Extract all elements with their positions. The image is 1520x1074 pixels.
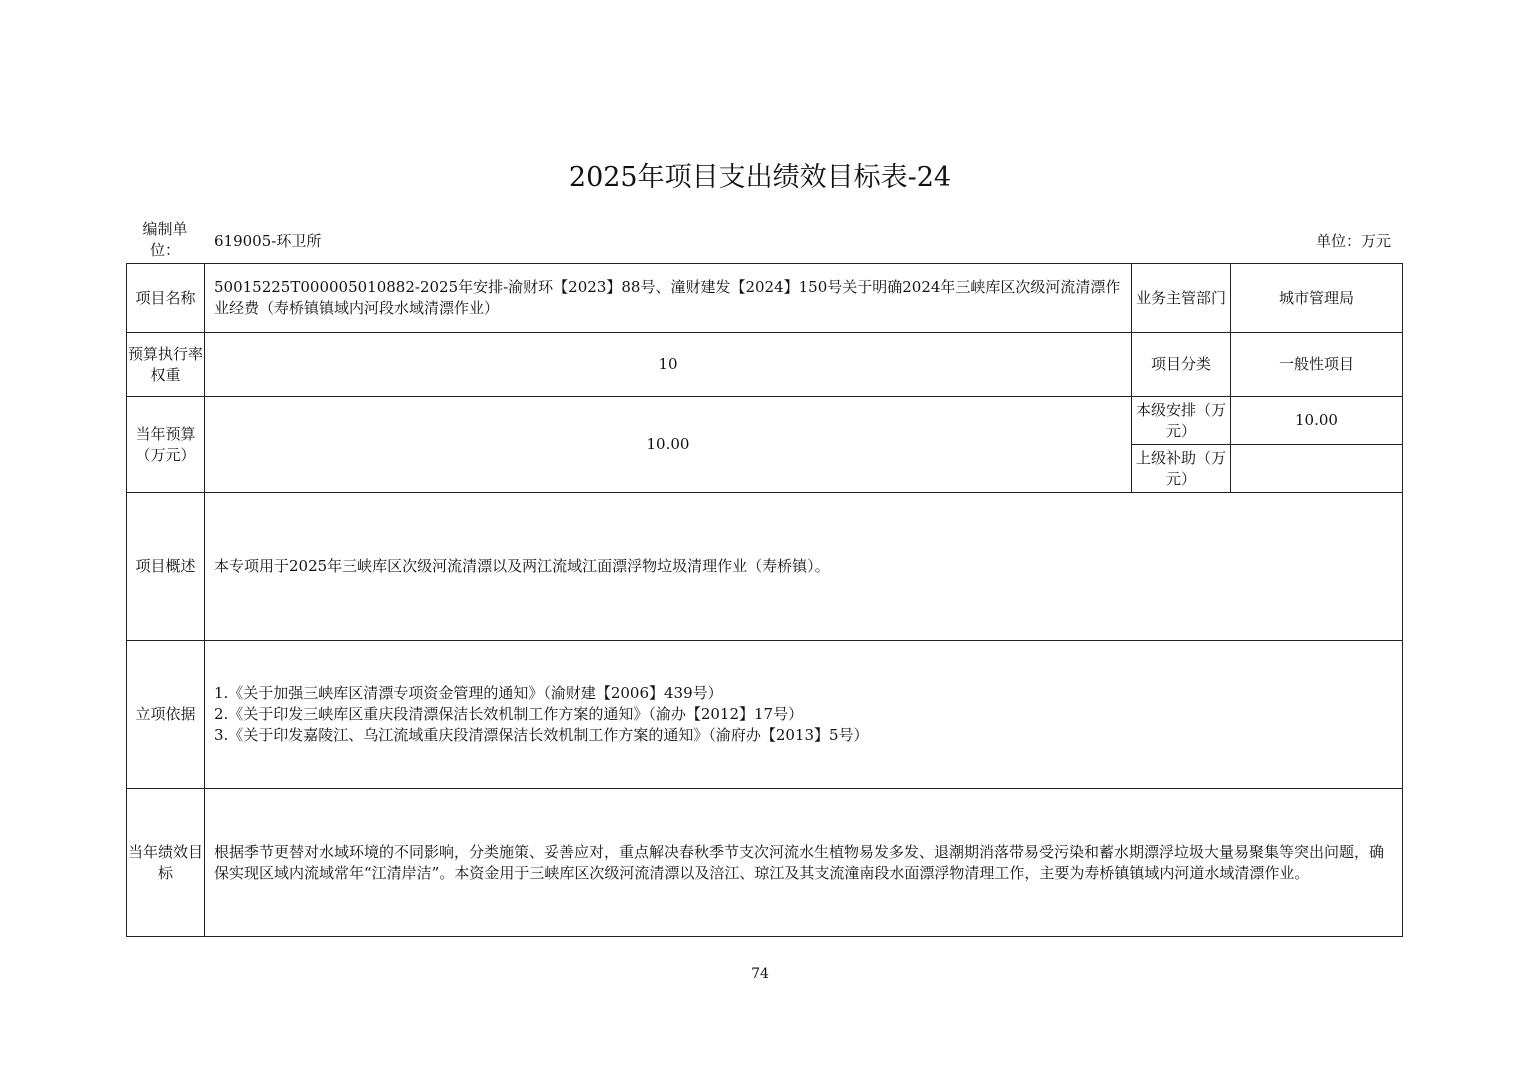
- performance-goal-value: 根据季节更替对水域环境的不同影响，分类施策、妥善应对，重点解决春秋季节支次河流水生植物易发多发、退潮期消落带易受污染和蓄水期漂浮垃圾大量易聚集等突出问题，确保实现区域内流域常年“江清岸洁”。本资金用于三峡库区次级河流清漂以及涪江、琼江及其支流潼南段水面漂浮物清理工作，主要为寿桥镇镇域内河道水域清漂作业。: [205, 789, 1403, 937]
- row-basis: [127, 641, 1403, 789]
- budget-weight-label: 预算执行率权重: [127, 333, 205, 397]
- superior-subsidy-label: 上级补助（万元）: [1132, 445, 1231, 493]
- dept-value: 城市管理局: [1231, 264, 1403, 333]
- superior-subsidy-value: [1231, 445, 1403, 493]
- annual-budget-label: 当年预算（万元）: [127, 397, 205, 493]
- category-value: 一般性项目: [1231, 333, 1403, 397]
- dept-label: 业务主管部门: [1132, 264, 1231, 333]
- local-allocation-label: 本级安排（万元）: [1132, 397, 1231, 445]
- row-project-name: [127, 264, 1403, 333]
- unit-label: 单位：万元: [1315, 232, 1391, 250]
- row-performance-goal: [127, 789, 1403, 937]
- org-label: 编制单位：: [142, 220, 188, 259]
- row-annual-budget: [127, 397, 1403, 445]
- overview-value: 本专项用于2025年三峡库区次级河流清漂以及两江流域江面漂浮物垃圾清理作业（寿桥镇）。: [205, 493, 1403, 641]
- page-title: 2025年项目支出绩效目标表-24: [568, 162, 952, 193]
- category-label: 项目分类: [1132, 333, 1231, 397]
- annual-budget-value: 10.00: [205, 397, 1132, 493]
- budget-weight-value: 10: [205, 333, 1132, 397]
- performance-target-table: [126, 263, 1403, 937]
- org-value: 619005-环卫所: [214, 232, 322, 250]
- basis-value: 1.《关于加强三峡库区清漂专项资金管理的通知》（渝财建【2006】439号） 2.《关于印发三峡库区重庆段清漂保洁长效机制工作方案的通知》（渝办【2012】17号） 3.《关于印发嘉陵江、乌江流域重庆段清漂保洁长效机制工作方案的通知》（渝府办【2013】5号）: [205, 641, 1403, 789]
- page-number: 74: [751, 966, 769, 982]
- basis-label: 立项依据: [127, 641, 205, 789]
- overview-label: 项目概述: [127, 493, 205, 641]
- local-allocation-value: 10.00: [1231, 397, 1403, 445]
- row-overview: [127, 493, 1403, 641]
- row-budget-weight: [127, 333, 1403, 397]
- project-name-value: 50015225T000005010882-2025年安排-渝财环【2023】88号、潼财建发【2024】150号关于明确2024年三峡库区次级河流清漂作业经费（寿桥镇镇域内河段水域清漂作业）: [205, 264, 1132, 333]
- performance-goal-label: 当年绩效目标: [127, 789, 205, 937]
- project-name-label: 项目名称: [127, 264, 205, 333]
